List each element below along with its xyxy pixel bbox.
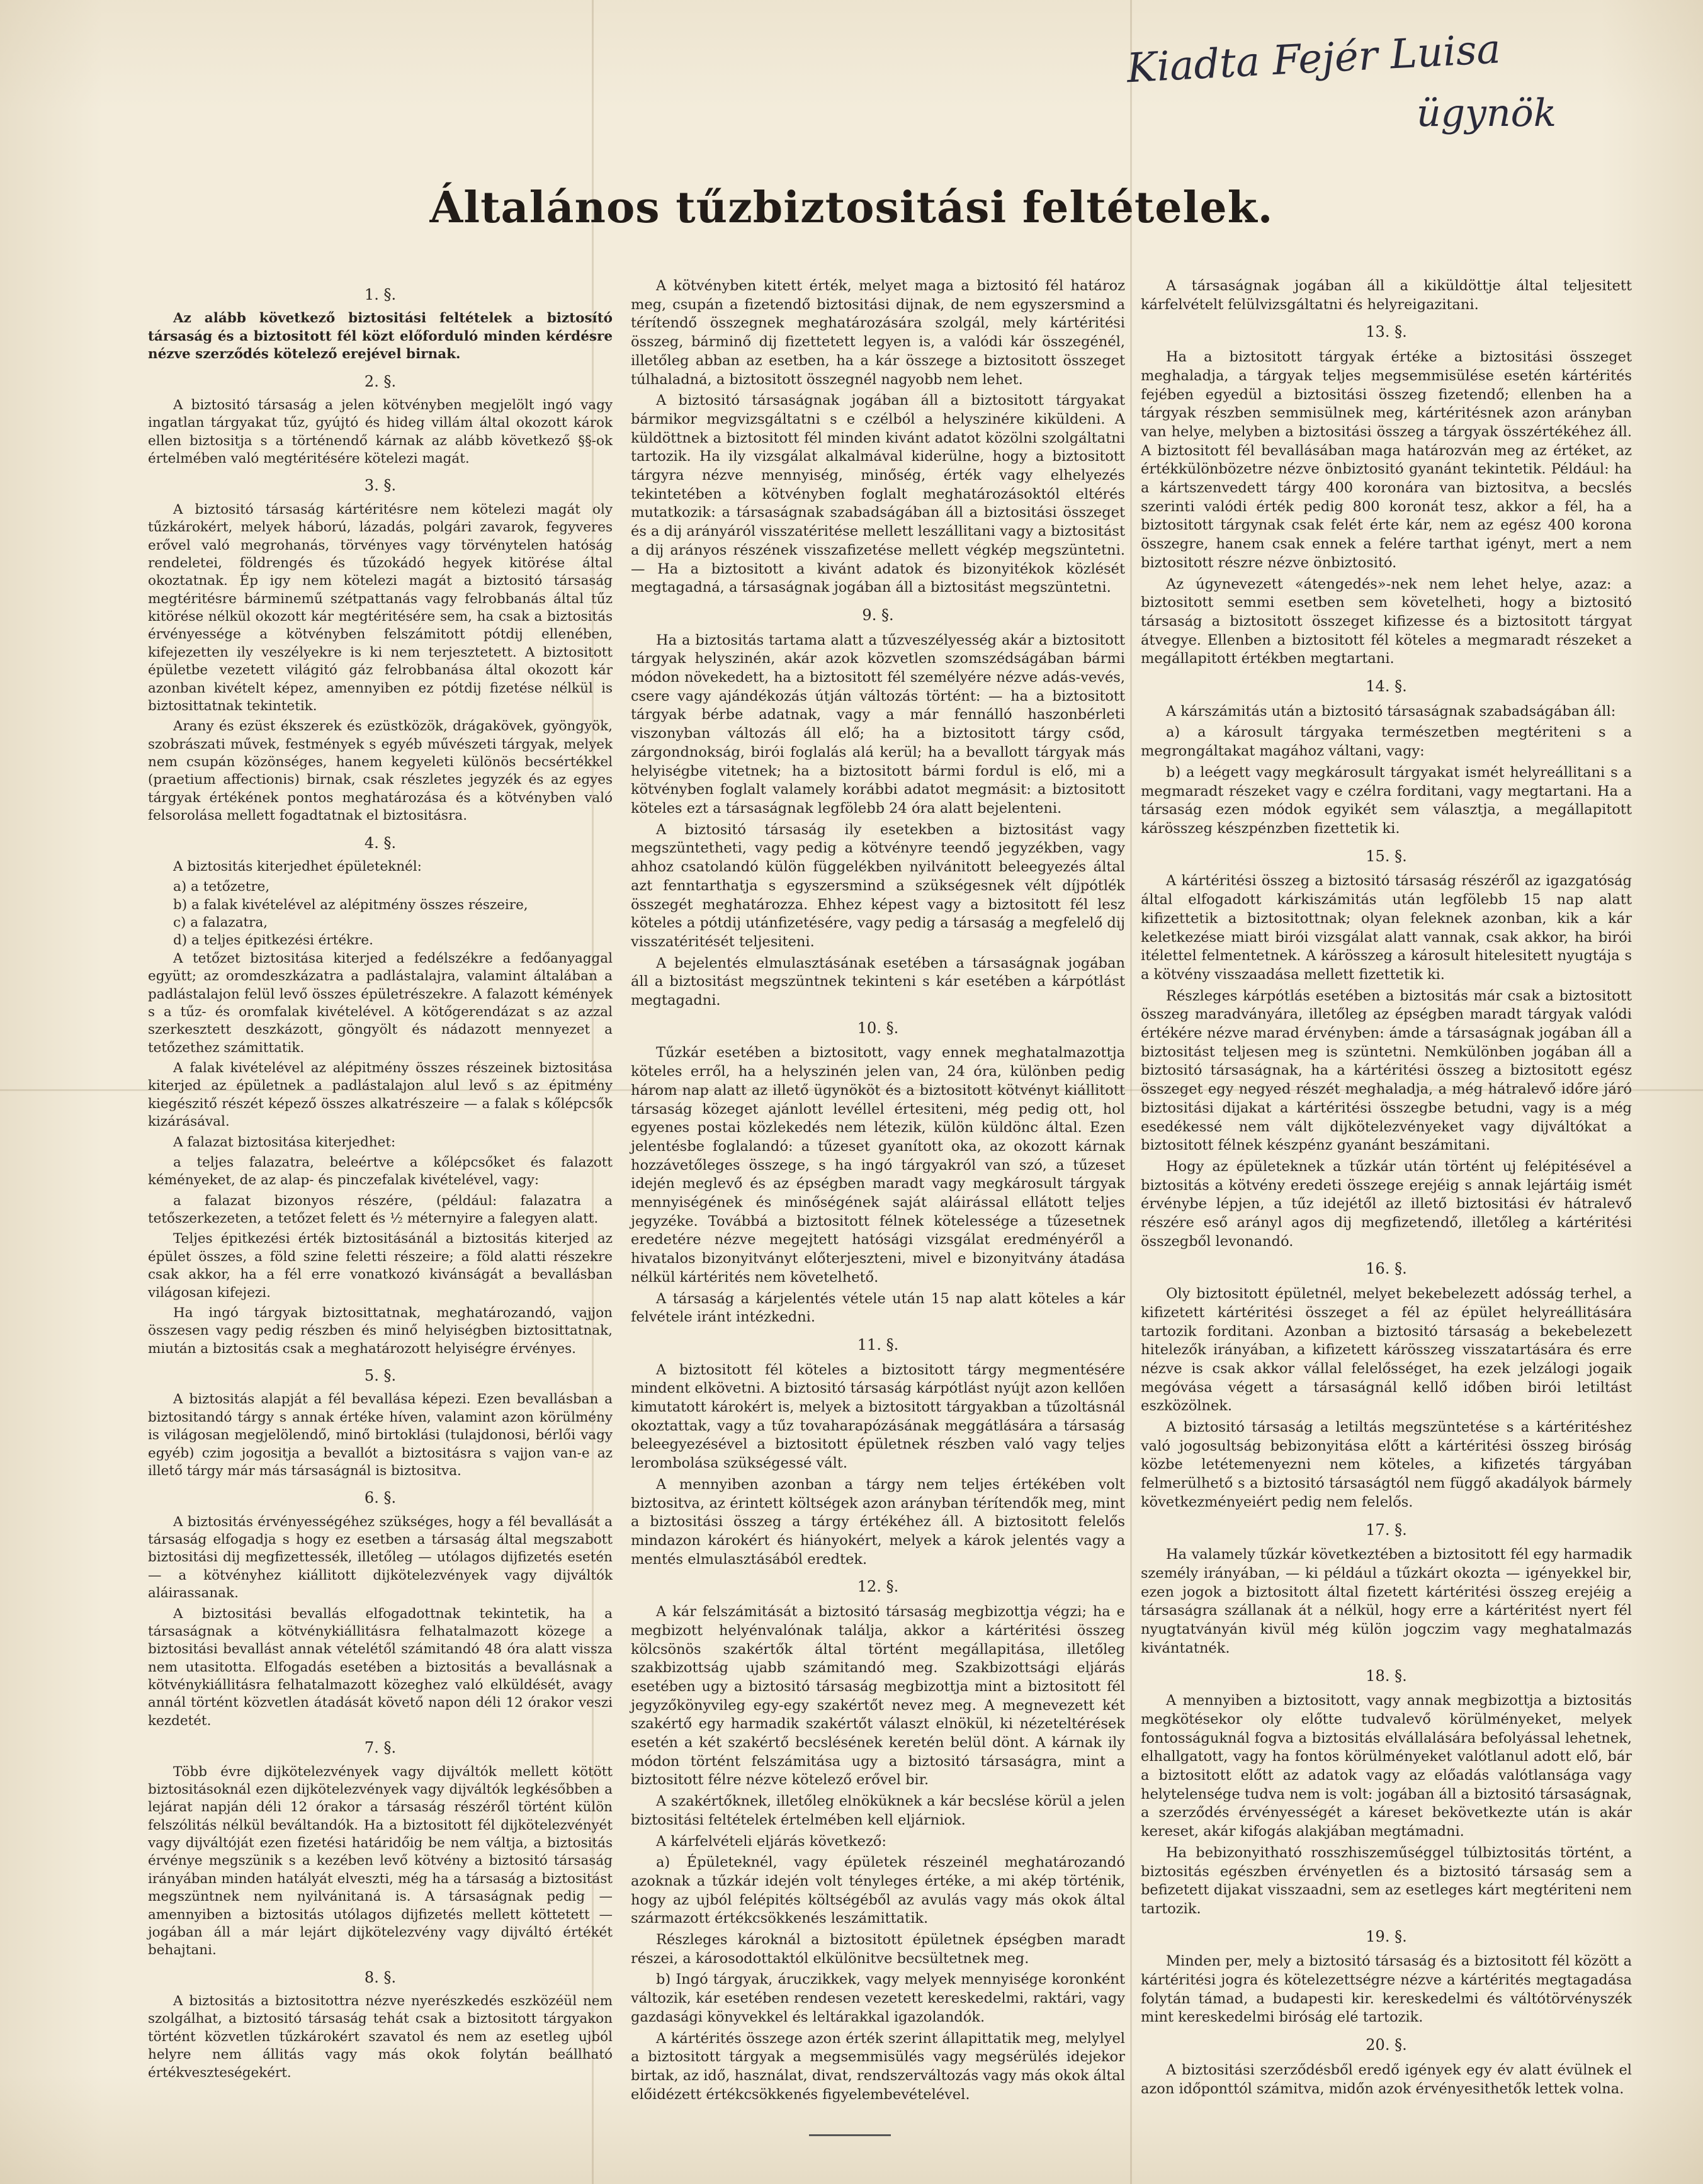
handwritten-signature <box>1121 25 1637 139</box>
section-heading: 7. §. <box>364 1739 397 1757</box>
paragraph: a falazat bizonyos részére, (például: falazatra a tetőszerkezeten, a tetőzet felett és ½ méternyire a falegyen alatt. <box>148 1192 613 1226</box>
paragraph: A biztositás érvényességéhez szükséges, hogy a fél bevallását a társaság elfogadja s hogy ez esetben a társaság által megszabott biztositási dij megfizettessék, illetőleg — utólagos dijfizetés esetén — a kötvényhez kiállitott dijkötelezvények vagy dijváltók aláirassanak. <box>148 1514 613 1602</box>
paragraph: A tetőzet biztositása kiterjed a fedélszékre a fedőanyaggal együtt; az oromdeszkázatra a padlástalajra, valamint általában a padlástalajon felül levő összes épületrészekre. A falazott kémények s a tűz- és oromfalak kivételével. A kötőgerendázat s az azzal szerkesztett deszkázott, göngyölt és nádazott mennyezet a tetőzethez számittatik. <box>148 950 613 1056</box>
paragraph: A biztositó társaságnak jogában áll a biztositott tárgyakat bármikor megvizsgáltatni s e czélból a helyszinére kiküldeni. A küldöttnek a biztositott fél minden kivánt adatot közölni szolgáltatni tartozik. Ha ily vizsgálat alkalmával kiderülne, hogy a biztositott tárgyra nézve mennyiség, minőség, érték vagy elhelyezés tekintetében a kötvényben foglalt meghatározásoktól eltérés mutatkozik: a társaságnak szabadságában áll a biztositási összeget és a dij arányáról visszatéritése mellett leszállitani vagy a biztositást a dij arányos részének visszafizetése mellett végkép megszüntetni. — Ha a biztositott a kivánt adatok és bizonyitékok közlését megtagadná, a társaságnak jogában áll a biztositást megszüntetni. <box>631 392 1125 596</box>
paragraph: A falak kivételével az alépitmény összes részeinek biztositása kiterjed az épületnek a padlástalajon alul levő s az épitmény kiegészitő részét képező összes alkatrészeire — a falak s kőlépcsők kizárásával. <box>148 1060 613 1130</box>
page-title: Általános tűzbiztositási feltételek. <box>429 183 1274 233</box>
paragraph: Hogy az épületeknek a tűzkár után történt uj felépitésével a biztositás a kötvény eredeti összege erejéig s annak lejártáig ismét érvénybe lépjen, a tűz idejétől az illető biztositási év hátralevő részére eső arányl agos dij megfizetendő, illetőleg a kártéritési összegből levonandó. <box>1141 1158 1632 1250</box>
section-heading: 10. §. <box>857 1019 899 1037</box>
text-column-right <box>1141 277 1632 2101</box>
section-heading: 14. §. <box>1366 677 1407 696</box>
paragraph: A kötvényben kitett érték, melyet maga a biztositó fél határoz meg, csupán a fizetendő biztositási dijnak, de nem egyszersmind a térítendő összegnek meghatározására szolgál, mely kártéritési összeg, bárminő dij fizettetett legyen is, a valódi kár összegénél, illetőleg abban az esetben, ha a kár összege a biztositott összeget túlhaladná, a biztositott összegnél nagyobb nem lehet. <box>631 278 1125 388</box>
paragraph: Arany és ezüst ékszerek és ezüstközök, drágakövek, gyöngyök, szobrászati művek, festmények s egyéb művészeti tárgyak, melyek nem csupán közönséges, hanem kegyeleti különös becsértékkel (praetium affectionis) birnak, csak részletes jegyzék és az egyes tárgyak értékének pontos meghatározása és a kötvényben való felsorolása mellett fogadtatnak el biztositásra. <box>148 718 613 824</box>
paragraph: A biztositó társaság ily esetekben a biztositást vagy megszüntetheti, vagy pedig a kötvényre teendő jegyzékben, vagy ahhoz csatolandó külön függelékben nyilvánitott beleegyezés által azt fenntarthatja s egyszersmind a szükségesnek vélt díjpótlék összegét meghatározza. Ehhez képest vagy a biztositott fél lesz köteles a pótdij utánfizetésére, vagy pedig a társaság a megfelelő dij visszatéritését teljesiteni. <box>631 821 1125 950</box>
paragraph: A biztositott fél köteles a biztositott tárgy megmentésére mindent elkövetni. A biztositó társaság kárpótlást nyújt azon kellően kimutatott károkért is, melyek a biztositott tárgyakban a tűzoltásnál okoztattak, vagy a tűz tovaharapózásának meggátlására a társaság beleegyezésével a biztositott épületnek részben való vagy teljes lerombolása szükségessé vált. <box>631 1361 1125 1472</box>
section-heading: 13. §. <box>1366 323 1407 341</box>
paragraph: A biztositó társaság kártéritésre nem kötelezi magát oly tűzkárokért, melyek háború, lázadás, polgári zavarok, fegyveres erővel való megrohanás, törvényes vagy törvénytelen hatóság rendeletei, földrengés és tűzokádó hegyek kitörése által okoztatnak. Ép igy nem kötelezi magát a biztositó társaság megtéritésre bárminemű szétpattanás vagy felrobbanás által tűz kitörése nélkül okozott kár megtéritésére sem, ha csak a biztositás érvényessége a kötvényben felszámitott pótdij ellenében, kifejezetten ily veszélyekre is ki nem terjesztetett. A biztositott épületbe vezetett világitó gáz felrobbanása által okozott kár azonban kivételt képez, amennyiben ez pótdij fizetése nélkül is biztosittatnak tekintetik. <box>148 501 613 714</box>
paragraph: Tűzkár esetében a biztositott, vagy ennek meghatalmazottja köteles erről, ha a helyszinén jelen van, 24 óra, különben pedig három nap alatt az illető ügynököt és a biztositott kötvényt kiállitott társaság közeget ajánlott levéllel értesiteni, még pedig ott, hol egyenes postai közlekedés nem létezik, külön küldönc által. Ezen jelentésbe foglalandó: a tűzeset gyanított oka, az okozott kárnak hozzávetőleges összege, s ha ingó tárgyakról van szó, a tűzeset idején meglevő és az épségben maradt vagy megkárosult tárgyak mennyiségének és minőségének saját aláirással ellátott teljes jegyzéke. Továbbá a biztositott félnek kötelessége a tűzesetnek eredetére nézve megejtett hatósági vizsgálat eredményéről a hivatalos bizonyitványt előterjeszteni, mivel e bizonyitvány átadása nélkül kártérités nem követelhető. <box>631 1044 1125 1286</box>
paragraph: A biztositó társaság a jelen kötvényben megjelölt ingó vagy ingatlan tárgyakat tűz, gyújtó és hideg villám által okozott károk ellen biztositja s a történendő kárnak az alább következő §§-ok értelmében való megtéritésére kötelezi magát. <box>148 397 613 467</box>
paragraph: A biztositás kiterjedhet épületeknél: <box>173 858 422 874</box>
paragraph: b) Ingó tárgyak, áruczikkek, vagy melyek mennyisége koronként változik, kár esetében rendesen vezetett kereskedelmi, raktári, vagy gazdasági könyvekkel és leltárakkal igazolandók. <box>631 1971 1125 2025</box>
paragraph: A kártérités összege azon érték szerint állapittatik meg, melylyel a biztositott tárgyak a megsemmisülés vagy megsérülés idejekor birtak, az idő, használat, divat, rendszerváltozás vagy más okok által előidézett értékcsökkenés figyelembevételével. <box>631 2030 1125 2103</box>
fold-crease <box>1130 0 1132 2184</box>
paragraph: Ha a biztositott tárgyak értéke a biztositási összeget meghaladja, a tárgyak teljes megsemmisülése esetén kártérités fejében egyedül a biztositási összeg fizetendő; ellenben ha a tárgyak részben semmisülnek meg, kártéritésnek azon arányban van helye, melyben a biztositási összeg a tárgyak összértékéhez áll. A biztositott fél bevallásában maga határozván meg az értéket, az értékkülönbözetre nézve önbiztositó gyanánt tekintetik. Például: ha a kártszenvedett tárgy 400 koronára van biztositva, a becslés szerinti valódi érték pedig 800 koronát tesz, akkor a fél, ha a biztositott tárgynak csak felét érte kár, nem az egész 400 korona összegre, hanem csak ennek a felére tarthat igényt, mert a nem biztositott részre nézve önbiztositó. <box>1141 349 1632 571</box>
paragraph: Minden per, mely a biztositó társaság és a biztositott fél között a kártéritési jogra és kötelezettségre nézve a kártérités megtagadása folytán támad, a budapesti kir. kereskedelmi és váltótörvényszék mint kereskedelmi biróság elé tartozik. <box>1141 1953 1632 2026</box>
paragraph: A biztositás a biztositottra nézve nyerészkedés eszközéül nem szolgálhat, a biztositó társaság tehát csak a biztositott tárgyakon történt közvetlen tűzkárokért szavatol és nem az esetleg ujból helyre nem állitás vagy más okok folytán beállható értékveszteségekért. <box>148 1993 613 2081</box>
section-heading: 17. §. <box>1366 1520 1407 1539</box>
section-heading: 5. §. <box>364 1367 397 1384</box>
paragraph: A mennyiben azonban a tárgy nem teljes értékében volt biztositva, az érintett költségek azon arányban térítendők meg, mint a biztositási összeg a tárgy értékéhez áll. A biztositott felelős mindazon károkért és hiányokért, melyek a károk jelentés vagy a mentés elmulasztásából eredtek. <box>631 1476 1125 1568</box>
text-column-middle <box>631 277 1125 2107</box>
paragraph: A kártéritési összeg a biztositó társaság részéről az igazgatóság által elfogadott kárkiszámitás után legfölebb 15 nap alatt kifizettetik a biztositottnak; olyan feleknek azonban, kik a kár keletkezése miatt birói vizsgálat alatt vannak, csak akkor, ha birói itélettel felmentetnek. A kárösszeg a károsult hitelesitett nyugtája s a kötvény visszaadása mellett fizettetik ki. <box>1141 873 1632 983</box>
paragraph: A bejelentés elmulasztásának esetében a társaságnak jogában áll a biztositást megszüntnek tekinteni s kár esetében a kárpótlást megtagadni. <box>631 954 1125 1009</box>
paragraph: Több évre dijkötelezvények vagy dijváltók mellett kötött biztositásoknál ezen dijkötelezvények vagy dijváltók legkésőbben a lejárat napján déli 12 órakor a társaság részéről történt külön felszólitás nélkül beváltandók. Ha a biztositott fél dijkötelezvényét vagy dijváltóját ezen fizetési határidőig be nem váltja, a biztositás érvénye megszünik s a kezében levő kötvény a biztositó társaság irányában minden hatályát elveszti, még ha a társaság a biztositást megszüntnek nem nyilvánitaná is. A társaságnak pedig — amennyiben a biztositás utólagos dijfizetés mellett köttetett — jogában áll a már lejárt dijkötelezvény vagy dijváltó értékét behajtani. <box>148 1763 613 1959</box>
paragraph: a) Épületeknél, vagy épületek részeinél meghatározandó azoknak a tűzkár idején volt tényleges értéke, a mi akép történik, hogy az ujból felépités költségéből az avulás vagy más okok által származott értékcsökkenés leszámittatik. <box>631 1854 1125 1927</box>
paragraph: A kárszámitás után a biztositó társaságnak szabadságában áll: <box>1166 703 1616 720</box>
paragraph: A szakértőknek, illetőleg elnöküknek a kár becslése körül a jelen biztositási feltételek értelmében kell eljárniok. <box>631 1793 1125 1828</box>
section-heading: 2. §. <box>364 372 397 390</box>
paragraph: A falazat biztositása kiterjedhet: <box>173 1134 396 1150</box>
section-heading: 19. §. <box>1366 1927 1407 1945</box>
footer-rule <box>809 2134 891 2136</box>
section-heading: 16. §. <box>1366 1260 1407 1278</box>
paragraph: Oly biztositott épületnél, melyet bekebelezett adósság terhel, a kifizetett kártéritési összeget a fél az épület helyreállitására tartozik forditani. Azonban a biztositó társaság a bekebelezett hitelezők irányában, a kifizetett kárösszeg visszatartására és erre nézve is csak akkor vállal felelősséget, ha ezek jelzálogi jogaik megóvása végett a társaságnál kellő időben birói letiltást eszközölnek. <box>1141 1286 1632 1415</box>
paragraph: Az alább következő biztositási feltételek a biztosító társaság és a biztositott fél közt előforduló minden kérdésre nézve szerződés kötelező erejével birnak. <box>148 310 613 363</box>
paragraph: Részleges károknál a biztositott épületnek épségben maradt részei, a károsodottaktól elkülönitve becsültetnek meg. <box>631 1932 1125 1967</box>
paragraph: A társaság a kárjelentés vétele után 15 nap alatt köteles a kár felvétele iránt intézkedni. <box>631 1290 1125 1326</box>
section-heading: 4. §. <box>364 834 397 852</box>
paragraph: A biztositási bevallás elfogadottnak tekintetik, ha a társaságnak a kötvénykiállitásra felhatalmazott közege a biztositási bevallást annak vételétől számitandó 48 óra alatt vissza nem utasitotta. Elfogadás esetében a biztositás a bevallásnak a kötvénykiállitásra felhatalmazott közeghez való elküldését, avagy annál történt közvetlen átadását követő napon déli 12 órakor veszi kezdetét. <box>148 1605 613 1729</box>
list-item: a) a tetőzetre, <box>173 879 270 895</box>
paragraph: A biztositó társaság a letiltás megszüntetése s a kártéritéshez való jogosultság bebizonyitása előtt a kártéritési összeg biróság közbe letétemenyezni nem köteles, a kifizetés tárgyában felmerülhető s a biztositó társaságtól nem függő akadályok bármely következményeiért pedig nem felelős. <box>1141 1419 1632 1510</box>
section-heading: 20. §. <box>1366 2036 1407 2054</box>
section-heading: 9. §. <box>862 606 894 624</box>
paragraph: b) a leégett vagy megkárosult tárgyakat ismét helyreállitani s a megmaradt részeket vagy e czélra forditani, vagy megtartani. Ha a társaság ezen módok egyikét sem választja, a megállapitott kárösszeg készpénzben fizettetik ki. <box>1141 764 1632 837</box>
paragraph: Az úgynevezett «átengedés»-nek nem lehet helye, azaz: a biztositott semmi esetben sem követelheti, hogy a biztositó társaság a biztositott összeget kifizesse és a biztositott tárgyat átvegye. Ellenben a biztositott fél köteles a megmaradt részeket a megállapitott értékben megtartani. <box>1141 575 1632 667</box>
section-heading: 18. §. <box>1366 1666 1407 1685</box>
paragraph: A biztositás alapját a fél bevallása képezi. Ezen bevallásban a biztositandó tárgy s annak értéke híven, valamint azon körülmény is világosan megjelölendő, minő birtoklási (tulajdonosi, bérlői vagy egyéb) czim jogositja a bevallót a biztositásra s vajjon van-e az illető tárgy már más társaságnál is biztositva. <box>148 1391 613 1479</box>
paragraph: A kár felszámitását a biztositó társaság megbizottja végzi; ha e megbizott helyénvalónak találja, akkor a kártéritési összeg kölcsönös szakértők által történt megállapitása, illetőleg szakbizottság ujabb számitandó meg. Szakbizottsági eljárás esetében ugy a biztositó társaság megbizottja mint a biztositott fél jegyzőkönyvileg egy-egy szakértőt nevez meg. A megnevezett két szakértő egy harmadik szakértőt választ elnökül, ki nézeteltérések esetén a két szakértő becslésének keretén belül dönt. A kárnak ily módon történt felszámitása ugy a biztositó társaságra, mint a biztositott félre nézve kötelező erővel bir. <box>631 1604 1125 1789</box>
section-heading: 1. §. <box>364 286 397 303</box>
paragraph: Ha a biztositás tartama alatt a tűzveszélyesség akár a biztositott tárgyak helyszinén, akár azok közvetlen szomszédságában bármi módon növekedett, ha a biztositott fél személyére nézve adás-vevés, csere vagy ajándékozás útján változás történt: — ha a biztositott tárgyak bérbe adatnak, vagy a már fennálló haszonbérleti viszonyban változás áll elő; ha a biztositott tárgy csőd, zárgondnokság, birói foglalás alá kerül; ha a bevallott tárgyak más helyiségbe vitetnek; ha a biztositott bármi fordul is elő, mi a kötvényben foglalt valamely korábbi adatot megmásit: a biztositott köteles ezt a társaságnak legfölebb 24 óra alatt bejelenteni. <box>631 631 1125 817</box>
list-item: d) a teljes épitkezési értékre. <box>173 932 373 949</box>
section-heading: 12. §. <box>857 1578 899 1596</box>
section-heading: 6. §. <box>364 1489 397 1507</box>
list-item: b) a falak kivételével az alépitmény összes részeire, <box>173 897 528 913</box>
list-item: c) a falazatra, <box>173 915 268 931</box>
svg-text:Kiadta Fejér Luisa: Kiadta Fejér Luisa <box>1126 26 1502 93</box>
section-heading: 8. §. <box>364 1968 397 1986</box>
section-heading: 15. §. <box>1366 847 1407 865</box>
svg-text:ügynök: ügynök <box>1417 91 1557 135</box>
paragraph: Teljes épitkezési érték biztositásánál a biztositás kiterjed az épület összes, a föld szine feletti részeire; a föld alatti részekre csak akkor, ha a fél erre vonatkozó kivánságát a bevallásban világosan kifejezi. <box>148 1231 613 1301</box>
paragraph: a) a károsult tárgyaka természetben megtériteni s a megrongáltakat magához váltani, vagy: <box>1141 724 1632 760</box>
paragraph: Ha valamely tűzkár következtében a biztositott fél egy harmadik személy irányában, — ki például a tűzkárt okozta — igényekkel bir, ezen jogok a biztositott által fizetett kártéritési összeg erejéig a társaságra szállanak át a nélkül, hogy erre a kártéritést nyert fél nyugtatványán kivül még külön jogczim vagy meghatalmazás kivántatnék. <box>1141 1546 1632 1656</box>
text-column-left <box>148 277 613 2085</box>
paragraph: A kárfelvételi eljárás következő: <box>656 1833 886 1850</box>
section-heading: 11. §. <box>857 1335 899 1354</box>
paragraph: a teljes falazatra, beleértve a kőlépcsőket és falazott kéményeket, de az alap- és pinczefalak kivételével, vagy: <box>148 1154 613 1189</box>
paragraph: A társaságnak jogában áll a kiküldöttje által teljesitett kárfelvételt felülvizsgáltatni és helyreigazitani. <box>1141 278 1632 313</box>
paragraph: A mennyiben a biztositott, vagy annak megbizottja a biztositás megkötésekor oly előtte tudvalevő körülményeket, melyek fontosságuknál fogva a biztositás elvállalására befolyással lehetnek, elhallgatott, vagy ha fontos körülményeket valótlanul adott elő, bár a biztositott előtt az adatok vagy az előadás valótlansága vagy helytelensége tudva nem is volt: jogában áll a biztositó társaságnak, a szerződés érvényességét a káreset bekövetkezte után is akár kereset, akár kifogás alakjában megtámadni. <box>1141 1692 1632 1840</box>
paragraph: Ha ingó tárgyak biztosittatnak, meghatározandó, vajjon összesen vagy pedig részben és minő helyiségben biztosittatnak, miután a biztositás csak a meghatározott helyiségre érvényes. <box>148 1304 613 1357</box>
section-heading: 3. §. <box>364 477 397 495</box>
paragraph: A biztositási szerződésből eredő igények egy év alatt évülnek el azon időponttól számitva, midőn azok érvényesithetők lettek volna. <box>1141 2061 1632 2097</box>
paragraph: Részleges kárpótlás esetében a biztositás már csak a biztositott összeg maradványára, illetőleg az épségben maradt tárgyak valódi értékére nézve marad érvényben: ámde a társaságnak jogában áll a biztositást teljesen meg is szüntetni. Nemkülönben jogában áll a biztositó társaságnak, ha a kártéritési összeg a biztositott egész összeget egy negyed részét meghaladja, a még hátralevő időre járó biztositási dijakat a kártéritési összegbe betudni, vagy is a még esedékessé nem vált dijkötelezvényeket vagy dijváltókat a biztositott félnek készpénz gyanánt beszámitani. <box>1141 987 1632 1154</box>
paragraph: Ha bebizonyitható rosszhiszeműséggel túlbiztositás történt, a biztositás egészben érvényetlen és a biztositó társaság sem a befizetett dijakat visszaadni, sem az esetleges kárt megtériteni nem tartozik. <box>1141 1844 1632 1917</box>
